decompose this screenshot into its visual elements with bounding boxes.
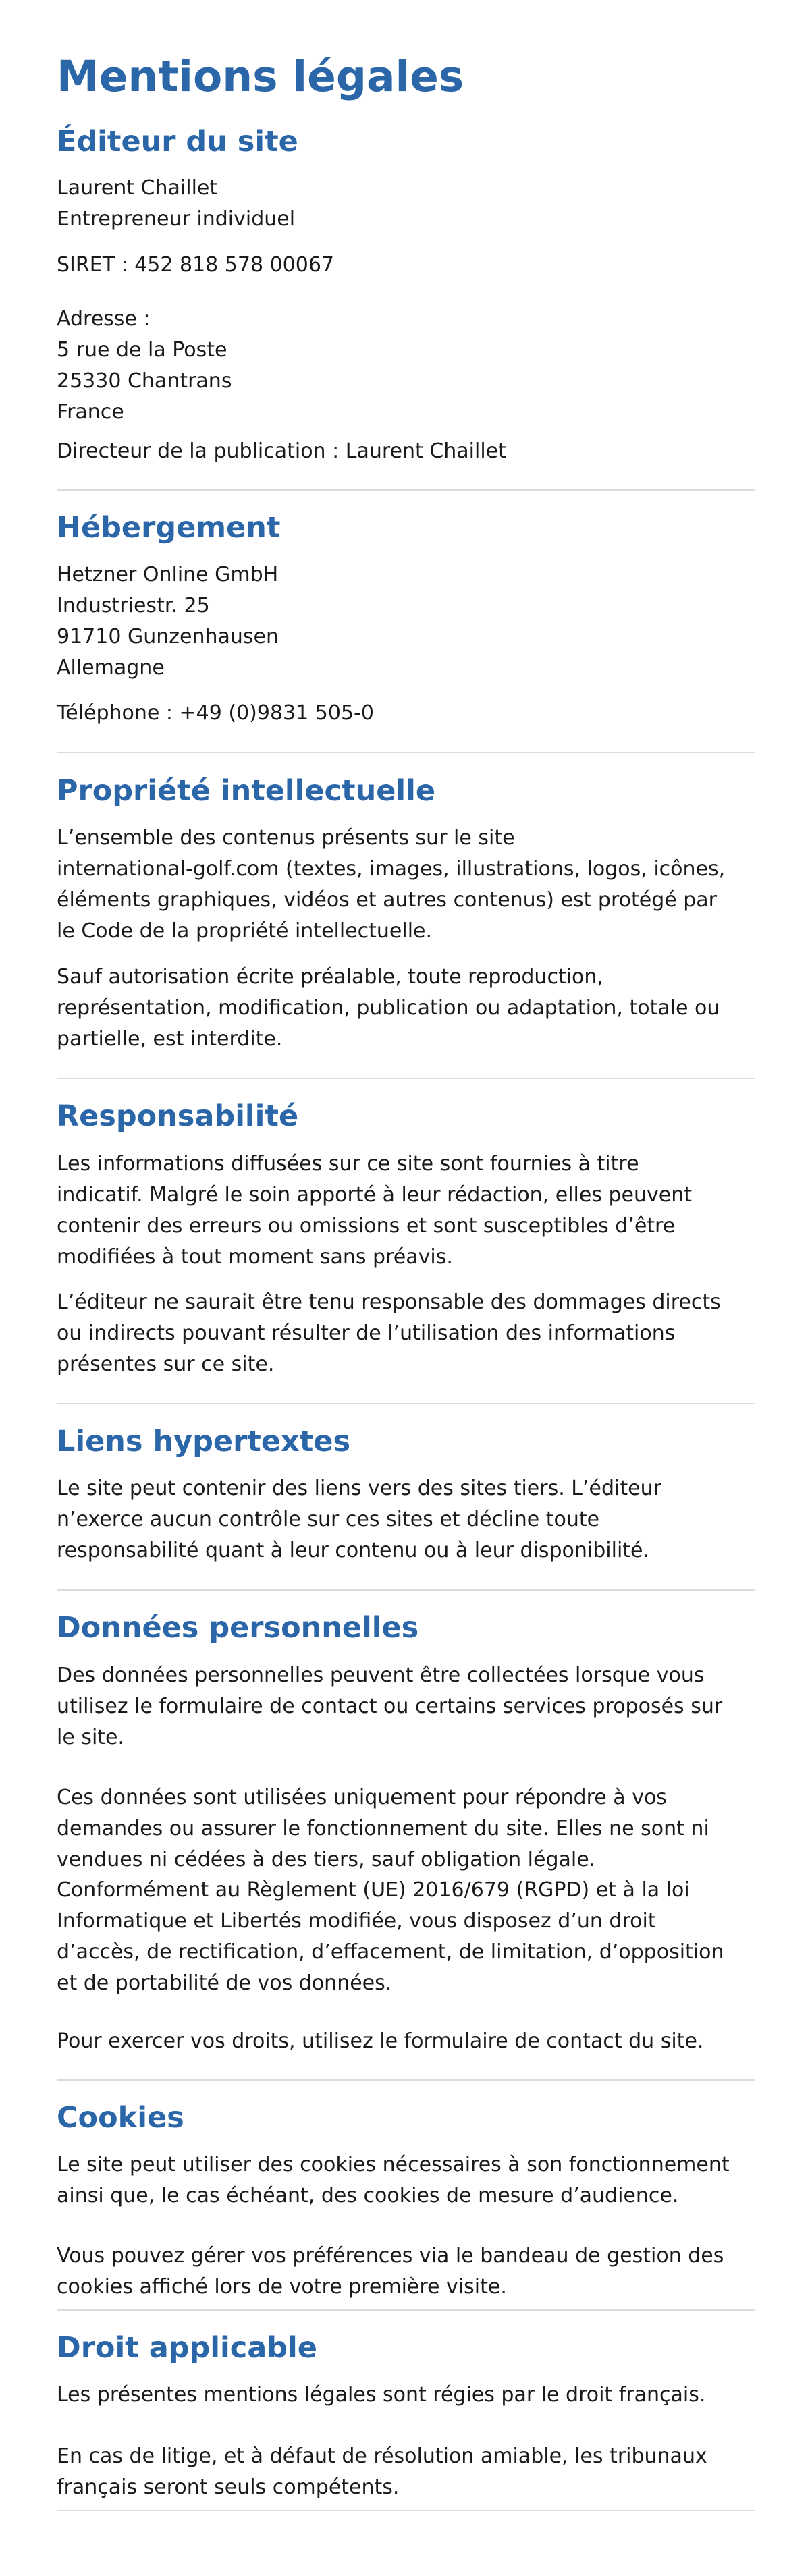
paragraph [57,1660,722,1753]
text-line: Ces données sont utilisées uniquement pour répondre à vos [57,1786,667,1809]
section-liens-hypertextes [57,1425,755,1458]
text-line: ainsi que, le cas échéant, des cookies de mesure d’audience. [57,2184,679,2208]
paragraph [57,1473,662,1566]
text-line: n’exerce aucun contrôle sur ces sites et décline toute [57,1508,600,1531]
text-line: présentes sur ce site. [57,1352,275,1376]
text-line: demandes ou assurer le fonctionnement du site. Elles ne sont ni [57,1817,709,1840]
paragraph [57,173,295,235]
text-line: 25330 Chantrans [57,369,232,393]
text-line: Des données personnelles peuvent être collectées lorsque vous [57,1664,705,1687]
text-line: Téléphone : +49 (0)9831 505-0 [57,701,374,725]
text-line: utilisez le formulaire de contact ou certains services proposés sur [57,1695,723,1718]
text-line: international-golf.com (textes, images, illustrations, logos, icônes, [57,857,726,881]
section-divider [57,2510,755,2511]
paragraph [57,1287,721,1380]
text-line: d’accès, de rectification, d’effacement, de limitation, d’opposition [57,1940,724,1964]
text-line: Industriestr. 25 [57,594,210,618]
text-line: L’ensemble des contenus présents sur le site [57,826,515,850]
text-line: le Code de la propriété intellectuelle. [57,919,433,943]
section-hebergement [57,512,755,545]
section-divider [57,1589,755,1591]
section-cookies [57,2102,755,2135]
paragraph [57,559,279,684]
paragraph [57,2380,705,2411]
section-divider [57,2309,755,2311]
text-line: 91710 Gunzenhausen [57,625,279,649]
section-heading: Hébergement [57,511,281,545]
paragraph [57,2149,730,2212]
text-line: français seront seuls compétents. [57,2475,400,2499]
text-line: Sauf autorisation écrite préalable, toute reproduction, [57,965,603,989]
text-line: Vous pouvez gérer vos préférences via le bandeau de gestion des [57,2244,724,2268]
section-divider [57,489,755,491]
text-line: cookies affiché lors de votre première visite. [57,2275,507,2299]
text-line: le site. [57,1726,125,1749]
text-line: SIRET : 452 818 578 00067 [57,253,335,277]
text-line: Conformément au Règlement (UE) 2016/679 (RGPD) et à la loi [57,1878,690,1902]
section-heading: Données personnelles [57,1611,419,1645]
section-editeur [57,126,755,159]
text-line: partielle, est interdite. [57,1027,283,1051]
text-line: et de portabilité de vos données. [57,1971,392,1995]
paragraph [57,1782,709,1875]
text-line: indicatif. Malgré le soin apporté à leur rédaction, elles peuvent [57,1183,693,1207]
text-line: contenir des erreurs ou omissions et sont susceptibles d’être [57,1214,676,1238]
text-line: responsabilité quant à leur contenu ou à leur disponibilité. [57,1539,650,1562]
section-heading: Droit applicable [57,2331,317,2365]
section-droit-applicable [57,2332,755,2365]
section-divider [57,2079,755,2081]
paragraph [57,2441,707,2503]
paragraph [57,962,720,1055]
text-line: Pour exercer vos droits, utilisez le formulaire de contact du site. [57,2029,704,2053]
text-line: Le site peut contenir des liens vers des sites tiers. L’éditeur [57,1477,662,1500]
section-divider [57,1078,755,1079]
text-line: En cas de litige, et à défaut de résolution amiable, les tribunaux [57,2444,707,2468]
section-heading: Cookies [57,2101,184,2135]
paragraph [57,436,506,467]
text-line: éléments graphiques, vidéos et autres contenus) est protégé par [57,888,718,912]
paragraph [57,823,725,947]
section-heading: Responsabilité [57,1099,299,1133]
section-heading: Éditeur du site [57,125,298,159]
page-title: Mentions légales [57,52,464,101]
text-line: Allemagne [57,656,165,680]
paragraph [57,1149,692,1273]
section-responsabilite [57,1100,755,1133]
section-heading: Liens hypertextes [57,1425,351,1458]
text-line: Informatique et Libertés modifiée, vous disposez d’un droit [57,1909,656,1933]
text-line: modifiées à tout moment sans préavis. [57,1245,453,1269]
text-line: Entrepreneur individuel [57,207,296,231]
text-line: L’éditeur ne saurait être tenu responsable des dommages directs [57,1290,721,1314]
text-line: Les présentes mentions légales sont régies par le droit français. [57,2383,706,2407]
section-divider [57,1403,755,1404]
text-line: 5 rue de la Poste [57,338,227,362]
text-line: Les informations diffusées sur ce site sont fournies à titre [57,1152,639,1176]
text-line: ou indirects pouvant résulter de l’utilisation des informations [57,1321,676,1345]
section-divider [57,752,755,753]
text-line: Adresse : [57,307,151,331]
section-heading: Propriété intellectuelle [57,774,436,808]
section-propriete-intellectuelle [57,775,755,808]
paragraph [57,2241,724,2303]
section-donnees-personnelles [57,1612,755,1645]
text-line: vendues ni cédées à des tiers, sauf obligation légale. [57,1848,596,1871]
text-line: France [57,400,124,424]
text-line: Hetzner Online GmbH [57,563,279,586]
text-line: Directeur de la publication : Laurent Chaillet [57,439,506,463]
paragraph [57,698,374,729]
text-line: représentation, modification, publication ou adaptation, totale ou [57,996,720,1020]
text-line: Le site peut utiliser des cookies nécessaires à son fonctionnement [57,2153,730,2176]
paragraph [57,250,334,281]
paragraph [57,304,232,428]
paragraph [57,2026,703,2057]
paragraph [57,1875,724,1999]
text-line: Laurent Chaillet [57,176,218,200]
